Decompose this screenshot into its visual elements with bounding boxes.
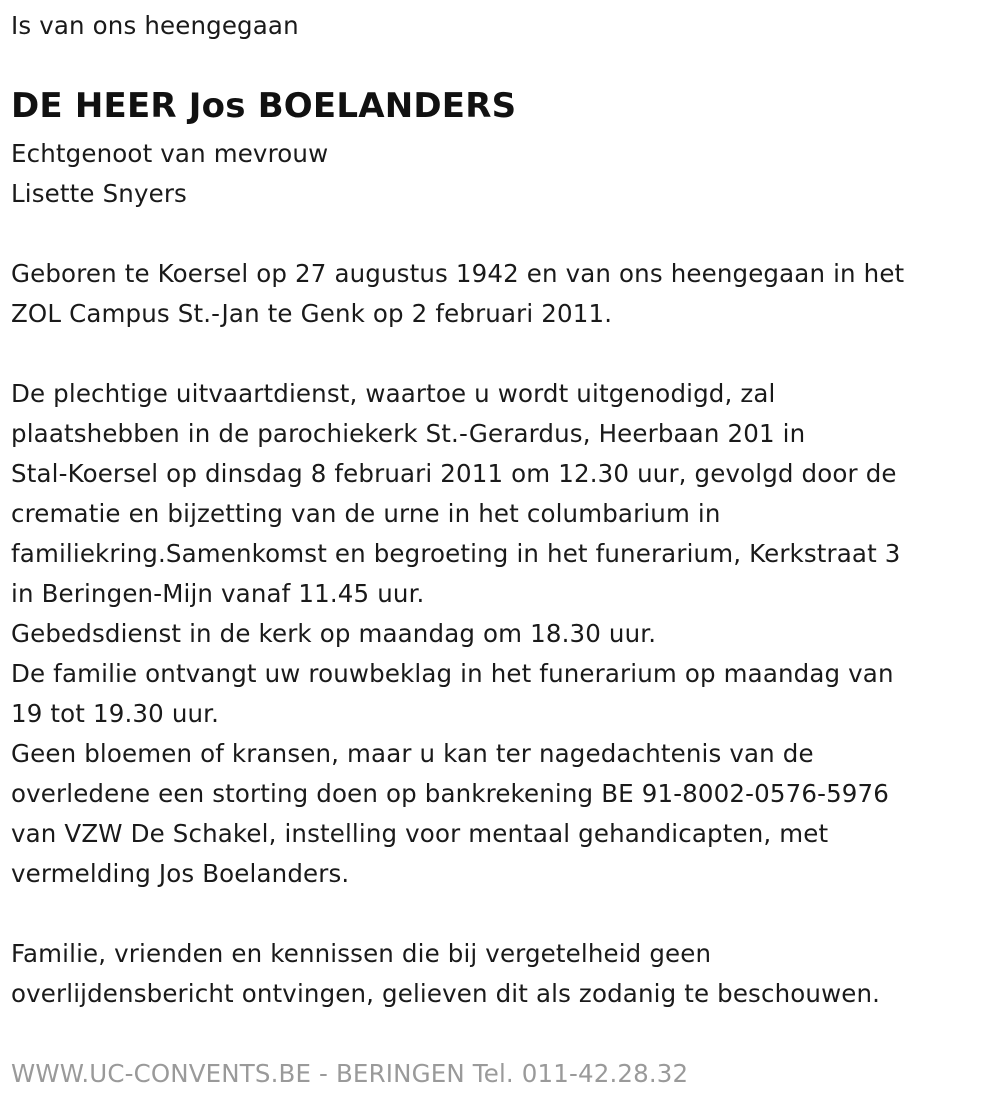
funeral-service-block [11, 374, 901, 894]
service-line: plaatshebben in de parochiekerk St.-Gerardus, Heerbaan 201 in [11, 419, 806, 448]
spouse-block [11, 134, 328, 214]
service-line: in Beringen-Mijn vanaf 11.45 uur. [11, 579, 425, 608]
birth-line: Geboren te Koersel op 27 augustus 1942 en van ons heengegaan in het [11, 259, 905, 288]
intro-text: Is van ons heengegaan [11, 11, 299, 40]
notice-block [11, 934, 880, 1014]
notice-line: Familie, vrienden en kennissen die bij vergetelheid geen [11, 939, 712, 968]
service-line: familiekring.Samenkomst en begroeting in het funerarium, Kerkstraat 3 [11, 539, 901, 568]
service-line: Geen bloemen of kransen, maar u kan ter nagedachtenis van de [11, 739, 814, 768]
deceased-name: DE HEER Jos BOELANDERS [11, 86, 517, 126]
service-line: De plechtige uitvaartdienst, waartoe u wordt uitgenodigd, zal [11, 379, 776, 408]
footer-contact: WWW.UC-CONVENTS.BE - BERINGEN Tel. 011-42.28.32 [11, 1059, 689, 1088]
service-line: vermelding Jos Boelanders. [11, 859, 350, 888]
notice-line: overlijdensbericht ontvingen, gelieven dit als zodanig te beschouwen. [11, 979, 881, 1008]
service-line: De familie ontvangt uw rouwbeklag in het funerarium op maandag van [11, 659, 894, 688]
service-line: van VZW De Schakel, instelling voor mentaal gehandicapten, met [11, 819, 829, 848]
service-line: Stal-Koersel op dinsdag 8 februari 2011 om 12.30 uur, gevolgd door de [11, 459, 897, 488]
service-line: overledene een storting doen op bankrekening BE 91-8002-0576-5976 [11, 779, 890, 808]
spouse-line: Lisette Snyers [11, 179, 187, 208]
service-line: Gebedsdienst in de kerk op maandag om 18.30 uur. [11, 619, 657, 648]
service-line: crematie en bijzetting van de urne in het columbarium in [11, 499, 721, 528]
service-line: 19 tot 19.30 uur. [11, 699, 220, 728]
birth-death-block [11, 254, 904, 334]
birth-line: ZOL Campus St.-Jan te Genk op 2 februari 2011. [11, 299, 613, 328]
spouse-line: Echtgenoot van mevrouw [11, 139, 329, 168]
